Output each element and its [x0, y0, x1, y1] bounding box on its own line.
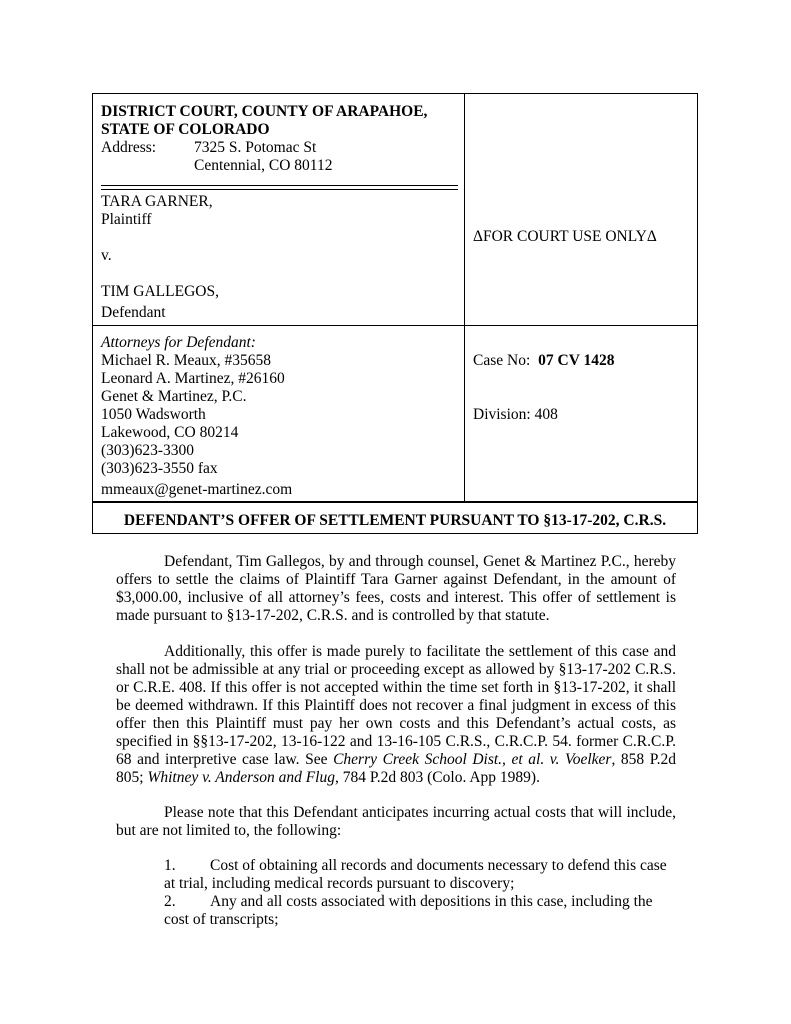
- attorneys-heading: Attorneys for Defendant:: [101, 334, 256, 351]
- list-item: [164, 893, 676, 929]
- paragraph-3: [116, 804, 676, 840]
- court-double-rule: [101, 185, 458, 190]
- paragraph-2: [116, 643, 676, 787]
- citation-text: , 858 P.2d 805;: [116, 751, 676, 786]
- caption-horizontal-divider: [93, 325, 697, 326]
- plaintiff-role: Plaintiff: [101, 211, 152, 228]
- list-item-number: 2.: [164, 893, 176, 910]
- case-citation-cherry-creek: Cherry Creek School Dist., et al. v. Voelker: [333, 751, 612, 768]
- paragraph-2-text: Additionally, this offer is made purely to facilitate the settlement of this case and shall not be admissible at any trial or proceeding except as allowed by §13-17-202 C.R.S. or C.R.E. 408. If this offer is not accepted within the time set forth in §13-17-202, it shall be deemed withdrawn. If this Plaintiff does not recover a final judgment in excess of this offer then this Plaintiff must pay her own costs and this Defendant’s actual costs, as specified in §§13-17-202, 13-16-122 and 13-16-105 C.R.S., C.R.C.P. 54. former C.R.C.P. 68 and interpretive case law. See: [116, 643, 676, 768]
- list-item-number: 1.: [164, 857, 176, 874]
- case-number-label: Case No:: [473, 352, 531, 369]
- attorney-line: Genet & Martinez, P.C.: [101, 388, 247, 405]
- caption-vertical-divider: [464, 94, 465, 502]
- list-item-text: Cost of obtaining all records and documents necessary to defend this case at trial, including medical records pursuant to discovery;: [164, 857, 667, 892]
- defendant-name: TIM GALLEGOS,: [101, 283, 219, 300]
- address-label: Address:: [101, 139, 157, 156]
- address-line1: 7325 S. Potomac St: [194, 139, 317, 156]
- versus: v.: [101, 247, 112, 264]
- paragraph-3-text: Please note that this Defendant anticipates incurring actual costs that will include, but are not limited to, the following:: [116, 804, 676, 839]
- caption-title-divider: [93, 501, 697, 503]
- court-use-only: ΔFOR COURT USE ONLYΔ: [473, 228, 657, 245]
- address-line2: Centennial, CO 80112: [194, 157, 333, 174]
- court-name-line2: STATE OF COLORADO: [101, 121, 270, 138]
- list-item: [164, 857, 676, 893]
- division: Division: 408: [473, 406, 558, 423]
- document-title: DEFENDANT’S OFFER OF SETTLEMENT PURSUANT TO §13-17-202, C.R.S.: [123, 512, 667, 529]
- citation-text: , 784 P.2d 803 (Colo. App 1989).: [334, 769, 540, 786]
- case-caption: [92, 93, 698, 534]
- court-name-line1: DISTRICT COURT, COUNTY OF ARAPAHOE,: [101, 103, 428, 120]
- attorney-line: (303)623-3300: [101, 442, 194, 459]
- case-number: [473, 352, 615, 370]
- attorney-line: 1050 Wadsworth: [101, 406, 206, 423]
- case-citation-whitney: Whitney v. Anderson and Flug: [147, 769, 335, 786]
- attorney-line: Lakewood, CO 80214: [101, 424, 239, 441]
- defendant-role: Defendant: [101, 304, 166, 321]
- case-number-value: 07 CV 1428: [538, 352, 615, 369]
- attorney-line: Leonard A. Martinez, #26160: [101, 370, 285, 387]
- attorney-email: mmeaux@genet-martinez.com: [101, 481, 293, 498]
- paragraph-1-text: Defendant, Tim Gallegos, by and through counsel, Genet & Martinez P.C., hereby offers to settle the claims of Plaintiff Tara Garner against Defendant, in the amount of $3,000.00, inclusive of all attorney’s fees, costs and interest. This offer of settlement is made pursuant to §13-17-202, C.R.S. and is controlled by that statute.: [116, 553, 676, 624]
- list-item-text: Any and all costs associated with depositions in this case, including the cost of transcripts;: [164, 893, 653, 928]
- plaintiff-name: TARA GARNER,: [101, 193, 213, 210]
- paragraph-1: [116, 553, 676, 625]
- attorney-line: Michael R. Meaux, #35658: [101, 352, 272, 369]
- attorney-line: (303)623-3550 fax: [101, 460, 218, 477]
